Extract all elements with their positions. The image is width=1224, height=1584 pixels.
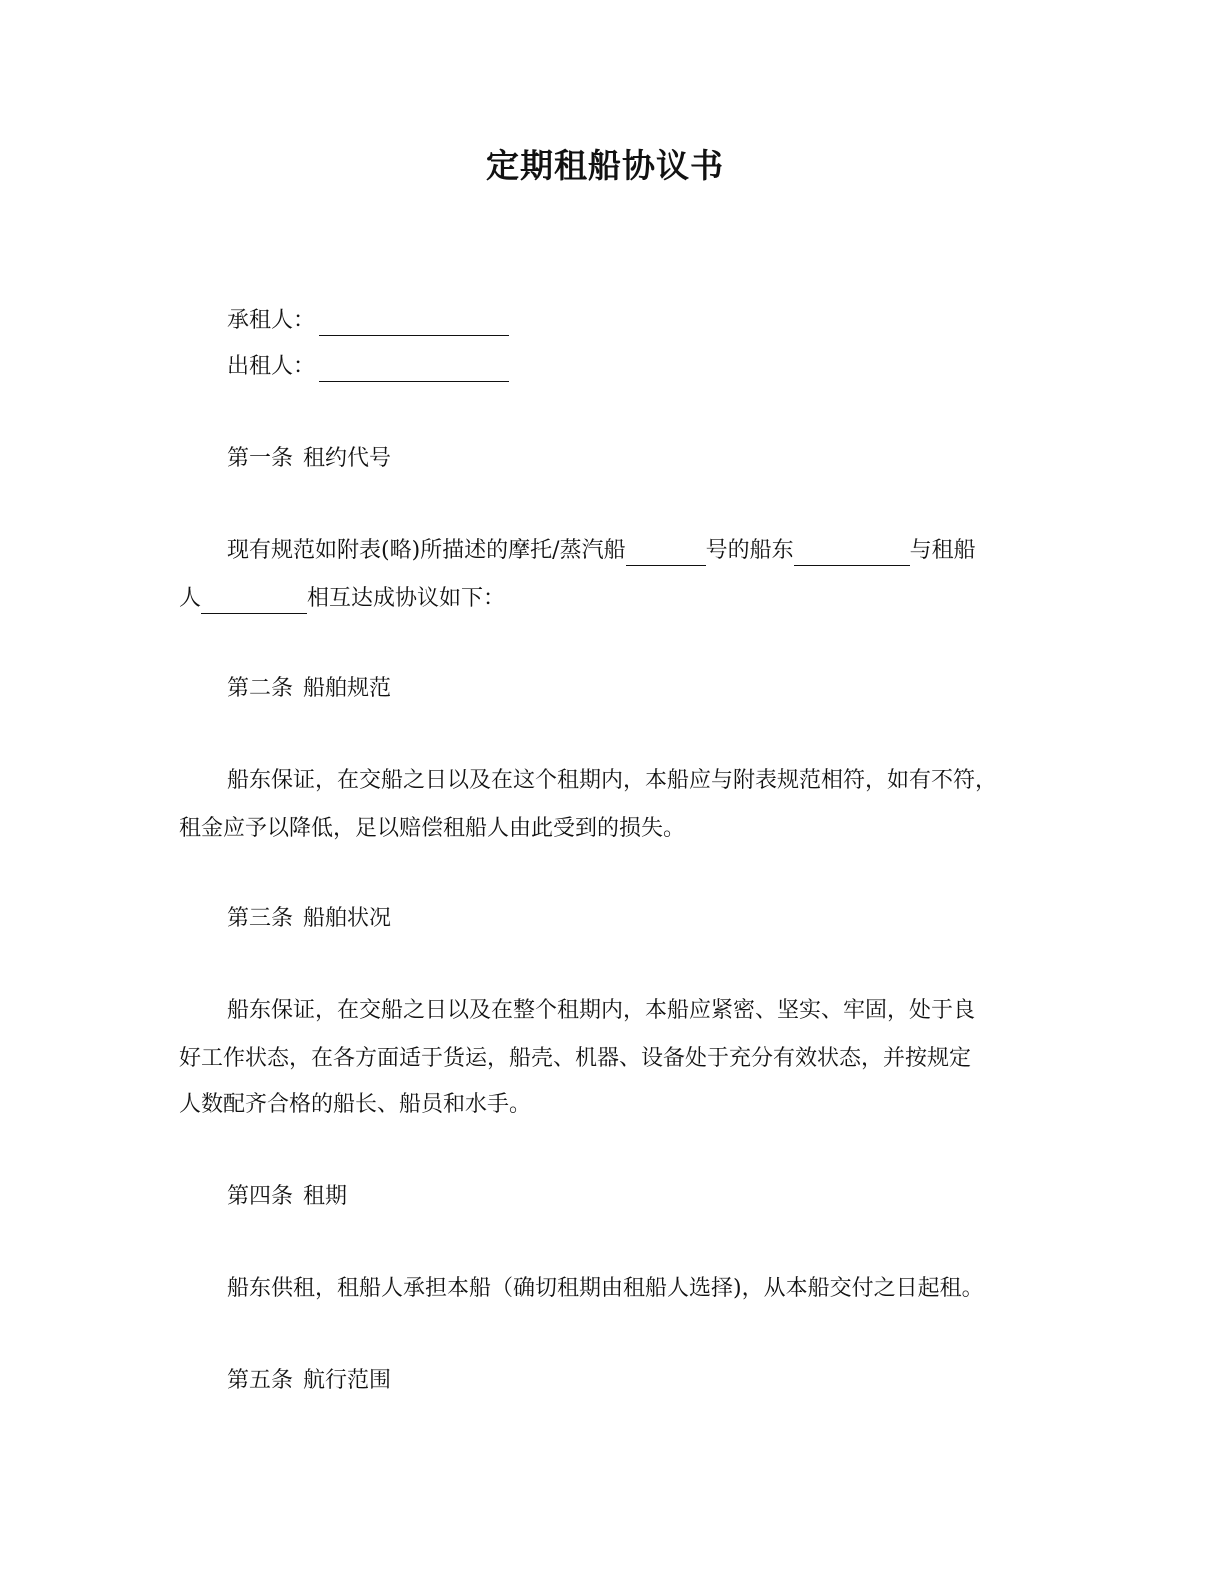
lessor-label: 出租人： — [227, 354, 316, 379]
lessee-blank[interactable] — [319, 305, 509, 336]
article-2-line-2: 租金应予以降低，足以赔偿租船人由此受到的损失。 — [179, 816, 686, 841]
article-3-line-2: 好工作状态，在各方面适于货运，船壳、机器、设备处于充分有效状态，并按规定 — [179, 1046, 972, 1071]
article-3-line-3: 人数配齐合格的船长、船员和水手。 — [179, 1092, 532, 1117]
article-5-number: 第五条 — [227, 1368, 294, 1393]
article-3-heading — [227, 896, 391, 942]
article-2-title: 船舶规范 — [303, 676, 392, 701]
article-3-title: 船舶状况 — [303, 906, 392, 931]
article-1-text-4: 人 — [179, 586, 202, 611]
lessor-blank[interactable] — [319, 351, 509, 382]
article-2-number: 第二条 — [227, 676, 294, 701]
lessee-line — [227, 298, 509, 344]
article-1-text-5: 相互达成协议如下： — [307, 586, 506, 611]
article-2-heading — [227, 666, 391, 712]
article-4-heading — [227, 1174, 347, 1220]
article-3-number: 第三条 — [227, 906, 294, 931]
article-4-title: 租期 — [303, 1184, 348, 1209]
article-5-heading — [227, 1358, 391, 1404]
shipowner-blank[interactable] — [794, 535, 910, 566]
article-1-number: 第一条 — [227, 446, 294, 471]
ship-name-blank[interactable] — [626, 535, 706, 566]
document-title: 定期租船协议书 — [486, 146, 724, 185]
article-1-text-3: 与租船 — [909, 538, 976, 563]
article-4-line-1: 船东供租，租船人承担本船（确切租期由租船人选择)，从本船交付之日起租。 — [227, 1276, 984, 1301]
article-5-title: 航行范围 — [303, 1368, 392, 1393]
article-1-paragraph-line-1 — [227, 528, 976, 574]
article-1-heading — [227, 436, 391, 482]
charterer-blank[interactable] — [201, 583, 307, 614]
article-4-number: 第四条 — [227, 1184, 294, 1209]
article-3-line-1: 船东保证，在交船之日以及在整个租期内，本船应紧密、坚实、牢固，处于良 — [227, 998, 976, 1023]
article-1-paragraph-line-2 — [179, 576, 505, 622]
lessee-label: 承租人： — [227, 308, 316, 333]
article-2-line-1: 船东保证，在交船之日以及在这个租期内，本船应与附表规范相符，如有不符， — [227, 768, 998, 793]
article-1-text-2: 号的船东 — [705, 538, 794, 563]
article-1-title: 租约代号 — [303, 446, 392, 471]
lessor-line — [227, 344, 509, 390]
article-1-text-1: 现有规范如附表(略)所描述的摩托/蒸汽船 — [227, 538, 626, 563]
